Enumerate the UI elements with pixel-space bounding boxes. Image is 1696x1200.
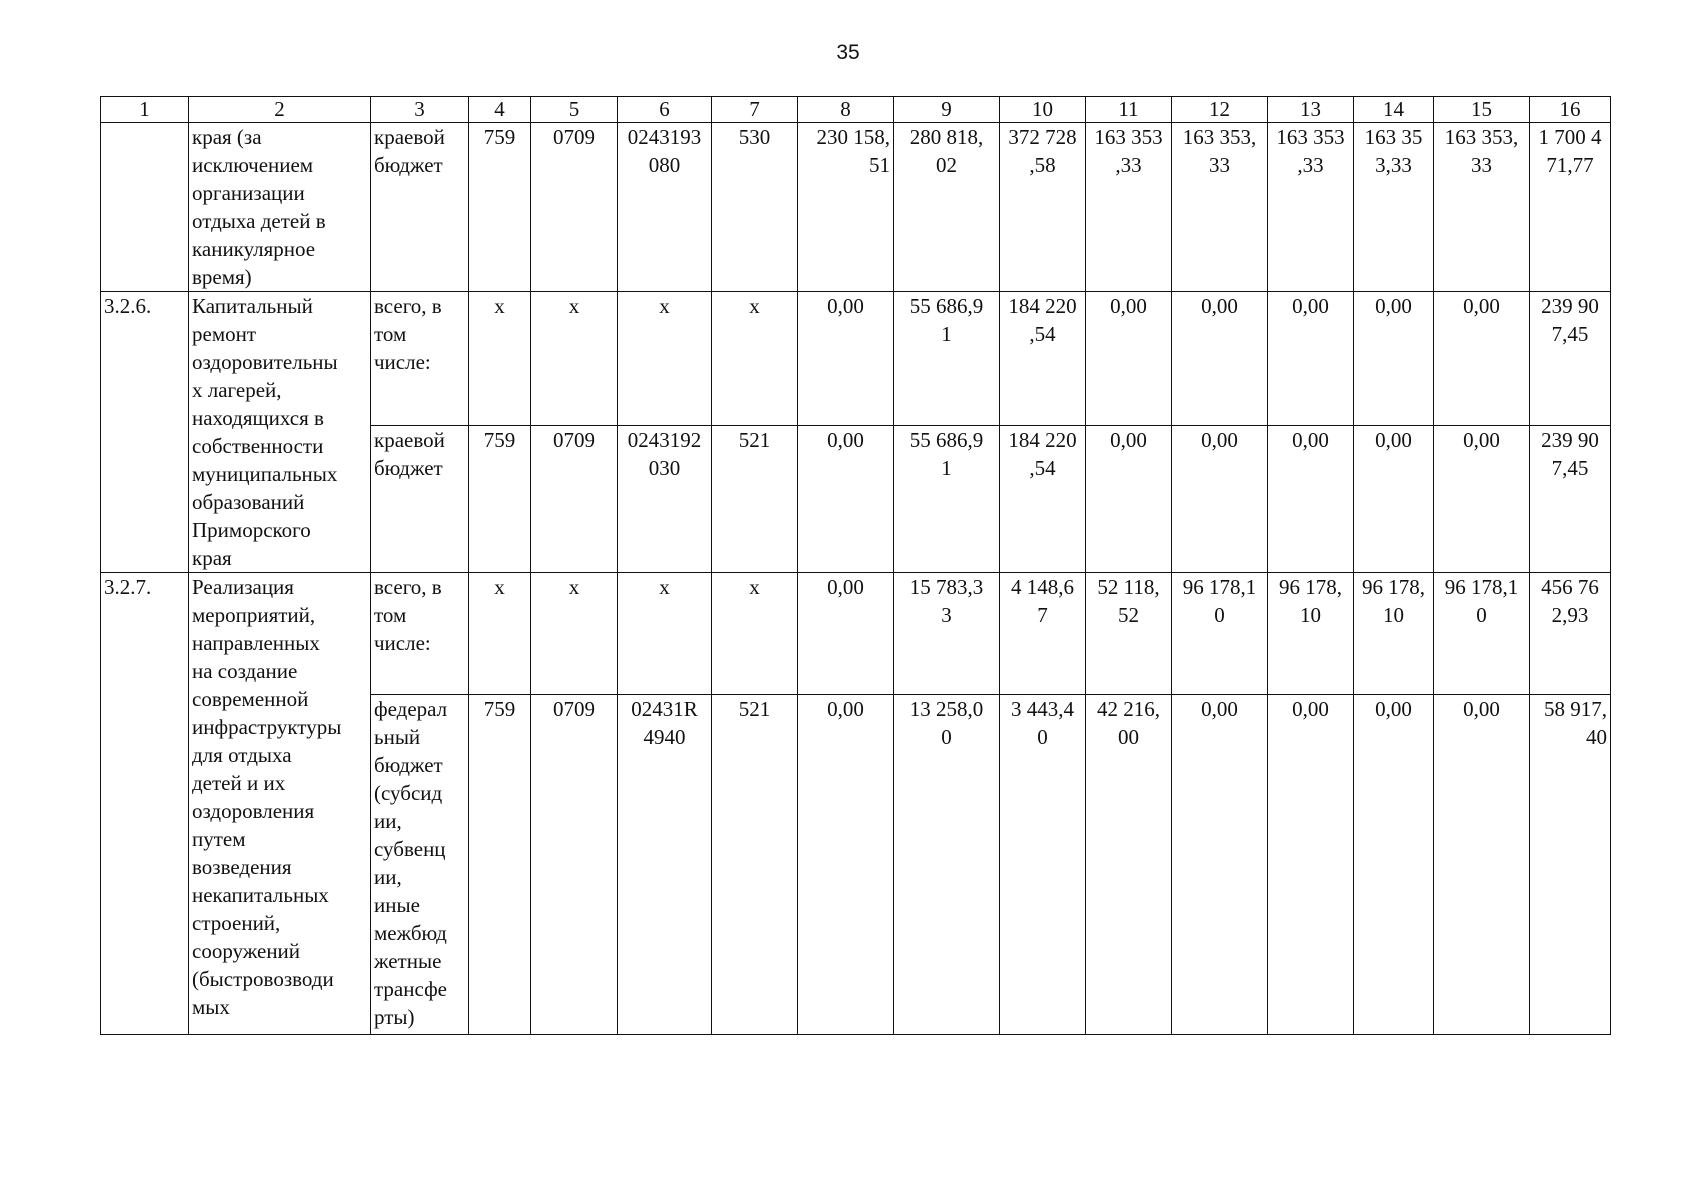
cell-source: федерал ьный бюджет (субсид ии, субвенц ии, иные межбюд жетные трансфе рты) [371,695,469,1035]
cell-c11: 42 216, 00 [1086,695,1172,1035]
header-col-15: 15 [1434,97,1530,123]
header-col-4: 4 [469,97,531,123]
cell-c6: x [618,573,712,695]
cell-c9: 280 818, 02 [894,123,1000,292]
cell-c12: 0,00 [1172,695,1268,1035]
cell-c13: 0,00 [1268,426,1354,573]
cell-num [101,123,189,292]
cell-c5: x [531,573,618,695]
header-col-9: 9 [894,97,1000,123]
cell-c11: 52 118, 52 [1086,573,1172,695]
cell-c16: 58 917, 40 [1530,695,1611,1035]
cell-c13: 163 353 ,33 [1268,123,1354,292]
cell-c15: 163 353, 33 [1434,123,1530,292]
cell-c5: 0709 [531,695,618,1035]
cell-c5: 0709 [531,426,618,573]
cell-c14: 0,00 [1354,426,1434,573]
header-col-13: 13 [1268,97,1354,123]
cell-c15: 96 178,1 0 [1434,573,1530,695]
cell-c4: 759 [469,695,531,1035]
cell-name: Капитальный ремонт оздоровительны х лагерей, находящихся в собственности муниципальных образований Приморского края [189,292,371,573]
table-header [101,97,1611,123]
page-number: 35 [836,41,860,64]
cell-c9: 15 783,3 3 [894,573,1000,695]
cell-c8: 0,00 [798,573,894,695]
cell-c9: 13 258,0 0 [894,695,1000,1035]
header-row [101,97,1611,123]
cell-c16: 456 76 2,93 [1530,573,1611,695]
cell-c6: 0243192 030 [618,426,712,573]
cell-source: краевой бюджет [371,123,469,292]
cell-c13: 0,00 [1268,695,1354,1035]
cell-c4: 759 [469,426,531,573]
cell-name: Реализация мероприятий, направленных на создание современной инфраструктуры для отдыха детей и их оздоровления путем возведения некапитальных строений, сооружений (быстровозводи мых [189,573,371,1035]
cell-c12: 0,00 [1172,426,1268,573]
cell-c8: 0,00 [798,292,894,426]
cell-source: всего, в том числе: [371,292,469,426]
cell-c11: 163 353 ,33 [1086,123,1172,292]
header-col-2: 2 [189,97,371,123]
table-row-3-2-6-total [101,292,1611,426]
cell-num: 3.2.7. [101,573,189,1035]
header-col-10: 10 [1000,97,1086,123]
header-col-6: 6 [618,97,712,123]
cell-c7: x [712,292,798,426]
cell-c12: 163 353, 33 [1172,123,1268,292]
cell-c15: 0,00 [1434,426,1530,573]
table-row-3-2-7-total [101,573,1611,695]
cell-c7: 521 [712,426,798,573]
cell-c7: 521 [712,695,798,1035]
cell-c14: 0,00 [1354,695,1434,1035]
cell-c7: 530 [712,123,798,292]
cell-c10: 3 443,4 0 [1000,695,1086,1035]
cell-num: 3.2.6. [101,292,189,573]
cell-c12: 96 178,1 0 [1172,573,1268,695]
header-col-1: 1 [101,97,189,123]
budget-table [100,96,1611,1035]
header-col-8: 8 [798,97,894,123]
cell-c11: 0,00 [1086,426,1172,573]
table-row-continuation [101,123,1611,292]
cell-c5: x [531,292,618,426]
cell-c9: 55 686,9 1 [894,292,1000,426]
cell-source: всего, в том числе: [371,573,469,695]
cell-c15: 0,00 [1434,292,1530,426]
header-col-12: 12 [1172,97,1268,123]
cell-c13: 0,00 [1268,292,1354,426]
cell-c11: 0,00 [1086,292,1172,426]
cell-c6: 0243193 080 [618,123,712,292]
cell-c13: 96 178, 10 [1268,573,1354,695]
cell-c16: 239 90 7,45 [1530,426,1611,573]
header-col-3: 3 [371,97,469,123]
cell-c14: 163 35 3,33 [1354,123,1434,292]
cell-c6: x [618,292,712,426]
cell-c10: 372 728 ,58 [1000,123,1086,292]
cell-c12: 0,00 [1172,292,1268,426]
cell-source: краевой бюджет [371,426,469,573]
header-col-14: 14 [1354,97,1434,123]
cell-c8: 230 158, 51 [798,123,894,292]
cell-c7: x [712,573,798,695]
cell-c14: 96 178, 10 [1354,573,1434,695]
cell-c15: 0,00 [1434,695,1530,1035]
cell-c10: 184 220 ,54 [1000,426,1086,573]
cell-c6: 02431R 4940 [618,695,712,1035]
cell-c9: 55 686,9 1 [894,426,1000,573]
header-col-5: 5 [531,97,618,123]
header-col-11: 11 [1086,97,1172,123]
cell-c14: 0,00 [1354,292,1434,426]
cell-c8: 0,00 [798,426,894,573]
header-col-7: 7 [712,97,798,123]
cell-name: края (за исключением организации отдыха детей в каникулярное время) [189,123,371,292]
cell-c10: 4 148,6 7 [1000,573,1086,695]
cell-c16: 239 90 7,45 [1530,292,1611,426]
table-body [101,123,1611,1035]
cell-c10: 184 220 ,54 [1000,292,1086,426]
cell-c4: x [469,292,531,426]
cell-c5: 0709 [531,123,618,292]
cell-c8: 0,00 [798,695,894,1035]
header-col-16: 16 [1530,97,1611,123]
cell-c4: 759 [469,123,531,292]
cell-c16: 1 700 4 71,77 [1530,123,1611,292]
cell-c4: x [469,573,531,695]
